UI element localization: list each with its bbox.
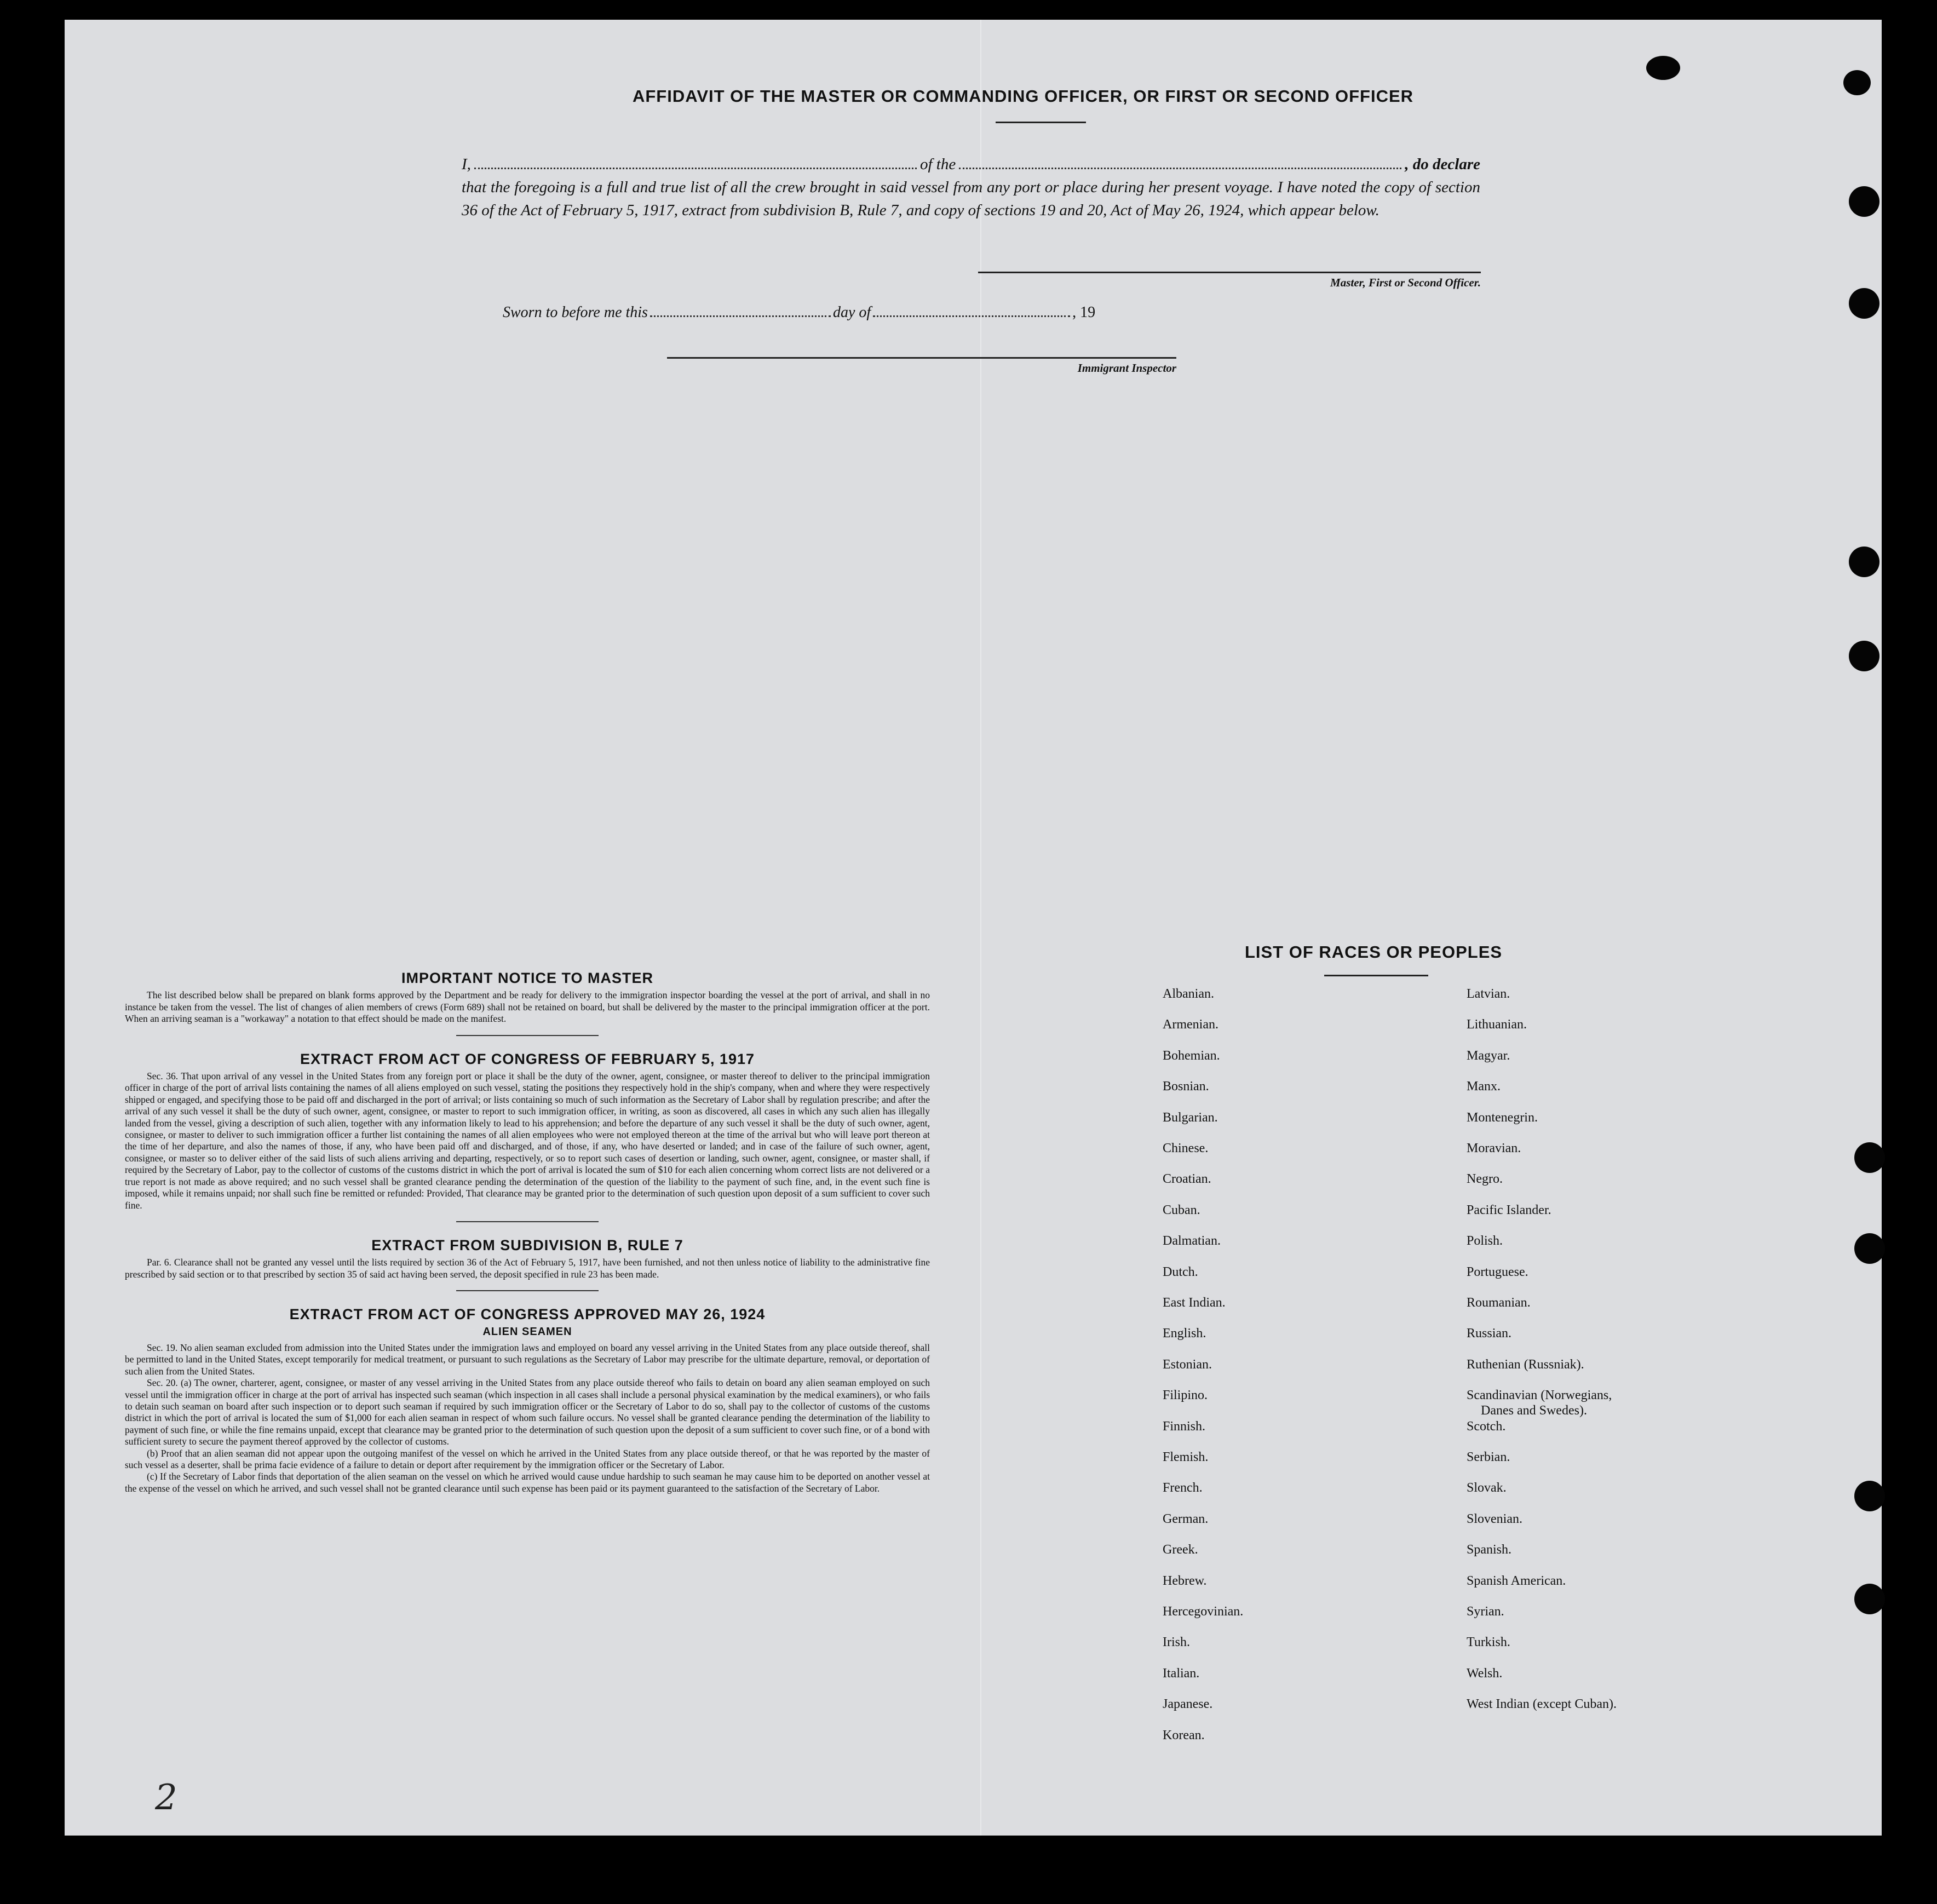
- day-of-label: day of: [832, 304, 871, 321]
- race-item: Portuguese.: [1467, 1264, 1528, 1279]
- signature-line[interactable]: [978, 272, 1481, 273]
- vessel-blank[interactable]: [959, 151, 1401, 169]
- race-item: Flemish.: [1163, 1450, 1209, 1464]
- race-item: Scotch.: [1467, 1419, 1506, 1434]
- inspector-caption: Immigrant Inspector: [1077, 361, 1176, 375]
- divider: [456, 1035, 599, 1036]
- race-item: Dutch.: [1163, 1264, 1198, 1279]
- race-item: Russian.: [1467, 1326, 1512, 1341]
- race-item: Korean.: [1163, 1728, 1205, 1742]
- punch-hole: [1854, 1233, 1885, 1264]
- divider: [456, 1290, 599, 1291]
- race-item: Slovak.: [1467, 1481, 1507, 1495]
- races-title-underline: [1324, 975, 1428, 976]
- punch-hole: [1843, 70, 1871, 95]
- race-item: Negro.: [1467, 1172, 1503, 1187]
- affidavit-of-the: of the: [919, 156, 956, 173]
- race-item: Hercegovinian.: [1163, 1604, 1244, 1619]
- inspector-signature-line[interactable]: [667, 357, 1176, 359]
- extract-1917-body: Sec. 36. That upon arrival of any vessel in the United States from any foreign port or place it shall be the duty of the owner, agent, consignee, or master thereof to deliver to the principal immigration officer in charge of the port of arrival lists containing the names of all aliens employed on such vessel, stating the positions they respectively hold in the ship's company, when and where they were respectively shipped or engaged, and specifying those to be paid off and discharged in the port of arrival; or lists containing so much of such information as the Secretary of Labor shall by regulation prescribe; and after the arrival of any such vessel it shall be the duty of such owner, agent, consignee, or master to report to such immigration officer, in writing, as soon as discovered, all cases in which any such alien has illegally landed from the vessel, giving a description of such alien, together with any information likely to lead to his apprehension; and before the departure of any such vessel it shall be the duty of such owner, agent, consignee, or master to deliver to such immigration officer a further list containing the names of all alien employees who were not employed thereon at the time of the arrival but who will leave port thereon at the time of her departure, and also the names of those, if any, who have been paid off and discharged, and of those, if any, who have deserted or landed; and in case of the failure of such owner, agent, consignee, or master so to deliver either of the said lists of such aliens arriving and departing, respectively, or so to report such cases of desertion or landing, such owner, agent, consignee, or master shall, if required by the Secretary of Labor, pay to the collector of customs of the customs district in which the port of arrival is located the sum of $10 for each alien concerning whom correct lists are not delivered or a true report is not made as above required; and no such vessel shall be granted clearance pending the determination of the question of the liability to the payment of such fine, and, in the event such fine is imposed, while it remains unpaid; nor shall such fine be remitted or refunded: Provided, That clearance may be granted prior to the determination of such question upon deposit of a sum sufficient to cover such fine.: [125, 1071, 930, 1211]
- year-prefix: , 19: [1072, 304, 1096, 321]
- race-item: Welsh.: [1467, 1666, 1503, 1681]
- race-item: English.: [1163, 1326, 1206, 1341]
- day-blank[interactable]: [650, 301, 831, 317]
- race-item: Pacific Islander.: [1467, 1203, 1551, 1217]
- extract-rule7-title: EXTRACT FROM SUBDIVISION B, RULE 7: [371, 1236, 683, 1253]
- race-item: Bohemian.: [1163, 1048, 1220, 1063]
- extract-1924-subtitle: ALIEN SEAMEN: [482, 1325, 572, 1338]
- notice-column: [125, 970, 930, 1494]
- divider: [456, 1221, 599, 1222]
- race-item: Hebrew.: [1163, 1573, 1207, 1588]
- month-blank[interactable]: [873, 301, 1070, 317]
- extract-1917-title: EXTRACT FROM ACT OF CONGRESS OF FEBRUARY 5, 1917: [300, 1050, 755, 1067]
- affidavit-title: AFFIDAVIT OF THE MASTER OR COMMANDING OFFICER, OR FIRST OR SECOND OFFICER: [632, 87, 1414, 106]
- extract-1924-para: (b) Proof that an alien seaman did not appear upon the outgoing manifest of the vessel on which he arrived in the United States from any place outside thereof, or that he was reported by the master of such vessel as a deserter, shall be prima facie evidence of a failure to detain or deport after requirement by the immigration officer or the Secretary of Labor.: [125, 1447, 930, 1470]
- race-item: Magyar.: [1467, 1048, 1510, 1063]
- punch-hole: [1849, 641, 1879, 671]
- race-item: French.: [1163, 1481, 1203, 1495]
- race-item: Greek.: [1163, 1543, 1198, 1557]
- race-item: Turkish.: [1467, 1635, 1510, 1650]
- punch-hole: [1854, 1142, 1885, 1173]
- race-item: Roumanian.: [1467, 1296, 1531, 1310]
- affidavit-text: [462, 151, 1480, 222]
- race-item: Danes and Swedes).: [1481, 1403, 1587, 1418]
- race-item: Spanish American.: [1467, 1573, 1566, 1588]
- punch-hole: [1849, 186, 1879, 217]
- race-item: Chinese.: [1163, 1141, 1209, 1155]
- extract-1924-para: (c) If the Secretary of Labor finds that deportation of the alien seaman on the vessel on which he arrived would cause undue hardship to such seaman he may cause him to be deported on another vessel at the expense of the vessel on which he arrived, and such vessel shall not be granted clearance until such expense has been paid or its payment guaranteed to the satisfaction of the Secretary of Labor.: [125, 1471, 930, 1494]
- document-page: [65, 20, 1882, 1836]
- race-item: Manx.: [1467, 1079, 1501, 1094]
- extract-1924-para: Sec. 20. (a) The owner, charterer, agent, consignee, or master of any vessel arriving in the United States from any place outside thereof who fails to detain on board any alien seaman employed on such vessel until the immigration officer in charge at the port of arrival has inspected such seaman (which inspection in all cases shall include a personal physical examination by the medical examiners), or who fails to detain such seaman on board after such inspection or to deport such seaman if required by such immigration officer or the Secretary of Labor to do so, shall pay to the collector of customs of the customs district in which the port of arrival is located the sum of $1,000 for each alien seaman in respect of whom such failure occurs. No vessel shall be granted clearance pending the determination of the liability to payment of such fine, or while the fine remains unpaid, except that clearance may be granted prior to the determination of such question upon the deposit of a sum sufficient to cover such fine, or of a bond with sufficient surety to secure the payment thereof approved by the collector of customs.: [125, 1377, 930, 1447]
- sworn-line: [503, 301, 1215, 321]
- race-item: Japanese.: [1163, 1697, 1213, 1712]
- punch-hole: [1854, 1481, 1885, 1511]
- race-item: Dalmatian.: [1163, 1234, 1221, 1249]
- notice-title: IMPORTANT NOTICE TO MASTER: [401, 970, 653, 986]
- race-item: Montenegrin.: [1467, 1110, 1538, 1125]
- race-item: Cuban.: [1163, 1203, 1200, 1217]
- races-title: LIST OF RACES OR PEOPLES: [1244, 942, 1503, 962]
- race-item: German.: [1163, 1511, 1209, 1526]
- race-item: Italian.: [1163, 1666, 1200, 1681]
- race-item: Syrian.: [1467, 1604, 1504, 1619]
- race-item: Polish.: [1467, 1234, 1503, 1249]
- race-item: Bosnian.: [1163, 1079, 1209, 1094]
- race-item: Albanian.: [1163, 987, 1214, 1001]
- punch-hole: [1849, 288, 1879, 319]
- race-item: Estonian.: [1163, 1357, 1212, 1372]
- extract-rule7-body: Par. 6. Clearance shall not be granted any vessel until the lists required by section 36 of the Act of February 5, 1917, have been furnished, and not then unless notice of liability to the administrative fine prescribed by said section or to that prescribed by section 35 of said act having been served, the deposit specified in rule 23 has been made.: [125, 1257, 930, 1280]
- race-item: West Indian (except Cuban).: [1467, 1697, 1617, 1712]
- punch-hole: [1854, 1584, 1885, 1614]
- fold-crease: [980, 20, 981, 1836]
- race-item: Lithuanian.: [1467, 1017, 1527, 1032]
- signature-caption: Master, First or Second Officer.: [1330, 276, 1481, 289]
- race-item: Finnish.: [1163, 1419, 1206, 1434]
- race-item: Ruthenian (Russniak).: [1467, 1357, 1584, 1372]
- punch-hole: [1849, 547, 1879, 577]
- punch-hole: [1646, 56, 1680, 80]
- race-item: Serbian.: [1467, 1450, 1510, 1464]
- race-item: Latvian.: [1467, 987, 1510, 1001]
- race-item: Croatian.: [1163, 1172, 1211, 1187]
- name-blank[interactable]: [474, 151, 917, 169]
- affidavit-body: that the foregoing is a full and true list of all the crew brought in said vessel from any port or place during her present voyage. I have noted the copy of section 36 of the Act of February 5, 1917, extract from subdivision B, Rule 7, and copy of sections 19 and 20, Act of May 26, 1924, which appear below.: [462, 179, 1480, 219]
- extract-1924-para: Sec. 19. No alien seaman excluded from admission into the United States under the immigration laws and employed on board any vessel arriving in the United States from any place outside thereof, shall be permitted to land in the United States, except temporarily for medical treatment, or pursuant to such regulations as the Secretary of Labor may prescribe for the ultimate departure, removal, or deportation of such alien from the United States.: [125, 1342, 930, 1377]
- race-item: East Indian.: [1163, 1296, 1226, 1310]
- race-item: Armenian.: [1163, 1017, 1218, 1032]
- notice-body: The list described below shall be prepared on blank forms approved by the Department and be ready for delivery to the immigration inspector boarding the vessel at the port of arrival, and shall in no instance be taken from the vessel. The list of changes of alien members of crews (Form 689) shall not be retained on board, but shall be delivered by the master to the principal immigration officer at the port. When an arriving seaman is a "workaway" a notation to that effect should be made on the manifest.: [125, 990, 930, 1025]
- sworn-prefix: Sworn to before me this: [503, 304, 648, 321]
- race-item: Scandinavian (Norwegians,: [1467, 1388, 1612, 1403]
- race-item: Moravian.: [1467, 1141, 1521, 1155]
- race-item: Filipino.: [1163, 1388, 1208, 1403]
- race-item: Slovenian.: [1467, 1511, 1522, 1526]
- race-item: Spanish.: [1467, 1543, 1512, 1557]
- page-number: 2: [155, 1778, 177, 1818]
- affidavit-i-label: I,: [462, 156, 471, 173]
- title-underline: [996, 122, 1086, 123]
- race-item: Bulgarian.: [1163, 1110, 1218, 1125]
- extract-1924-title: EXTRACT FROM ACT OF CONGRESS APPROVED MAY 26, 1924: [289, 1306, 766, 1323]
- race-item: Irish.: [1163, 1635, 1190, 1650]
- affidavit-do-declare: , do declare: [1405, 156, 1481, 173]
